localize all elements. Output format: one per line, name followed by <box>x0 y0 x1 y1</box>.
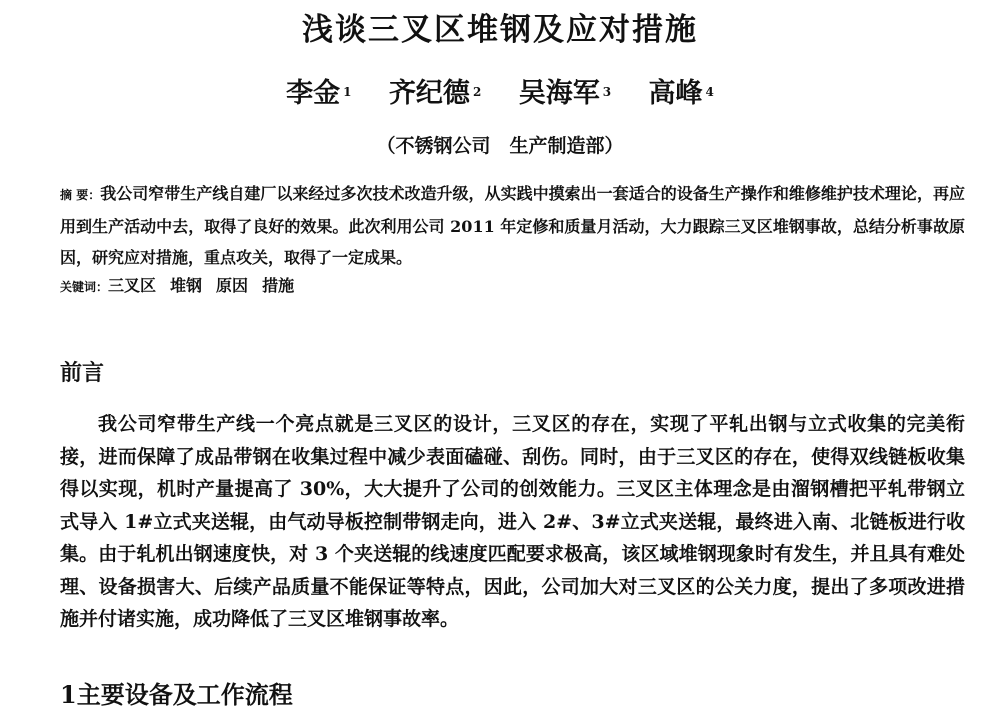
abstract <box>60 178 965 273</box>
author-name: 齐纪德 <box>388 78 470 109</box>
keywords <box>60 272 965 301</box>
author-affiliation-mark: 3 <box>602 85 612 99</box>
abstract-label: 摘 要： <box>60 188 101 202</box>
section-heading-1: 1主要设备及工作流程 <box>60 680 293 709</box>
author-name: 吴海军 <box>518 78 600 109</box>
paper-title: 浅谈三叉区堆钢及应对措施 <box>302 12 698 48</box>
keyword: 堆钢 <box>170 276 203 295</box>
author-affiliation-mark: 2 <box>472 85 482 99</box>
author-1 <box>286 76 351 112</box>
author-3 <box>519 76 611 112</box>
keyword: 原因 <box>216 276 249 295</box>
keyword: 三叉区 <box>108 276 157 295</box>
author-2 <box>389 76 481 112</box>
author-name: 高峰 <box>648 78 703 109</box>
intro-paragraph: 我公司窄带生产线一个亮点就是三叉区的设计，三叉区的存在，实现了平轧出钢与立式收集的完美衔接，进而保障了成品带钢在收集过程中减少表面磕碰、刮伤。同时，由于三叉区的存在，使得双线链板收集得以实现，机时产量提高了 30%，大大提升了公司的创效能力。三叉区主体理念是由溜钢槽把平轧带钢立式导入 1#立式夹送辊，由气动导板控制带钢走向，进入 2#、3#立式夹送辊，最终进入南、北链板进行收集。由于轧机出钢速度快，对 3 个夹送辊的线速度匹配要求极高，该区域堆钢现象时有发生，并且具有难处理、设备损害大、后续产品质量不能保证等特点，因此，公司加大对三叉区的公关力度，提出了多项改进措施并付诸实施，成功降低了三叉区堆钢事故率。 <box>60 413 965 630</box>
abstract-text: 我公司窄带生产线自建厂以来经过多次技术改造升级，从实践中摸索出一套适合的设备生产操作和维修维护技术理论，再应用到生产活动中去，取得了良好的效果。此次利用公司 2011 年定修和质量月活动，大力跟踪三叉区堆钢事故，总结分析事故原因，研究应对措施，重点攻关，取得了一定成果。 <box>60 184 965 267</box>
author-affiliation-mark: 1 <box>343 85 352 99</box>
author-4 <box>648 76 713 112</box>
keywords-label: 关键词： <box>60 280 109 294</box>
affiliation: （不锈钢公司 生产制造部） <box>376 135 624 157</box>
author-name: 李金 <box>286 78 341 109</box>
keyword: 措施 <box>262 276 295 295</box>
author-affiliation-mark: 4 <box>705 85 714 99</box>
author-list <box>0 76 1000 112</box>
section-heading-intro: 前言 <box>60 360 105 386</box>
